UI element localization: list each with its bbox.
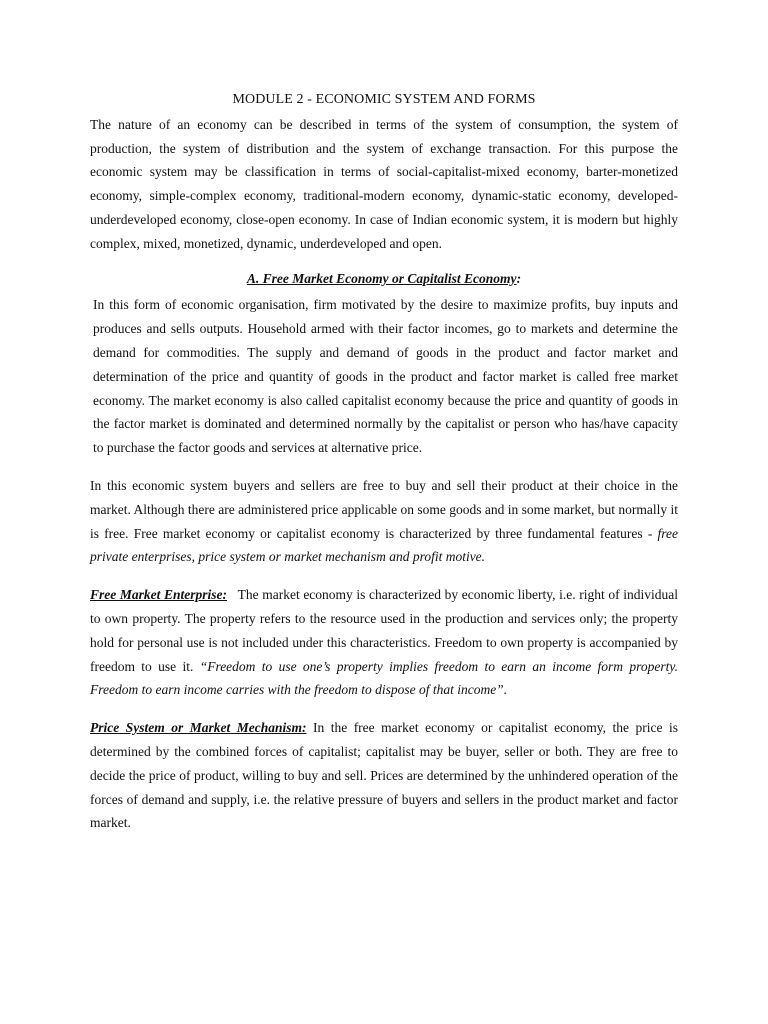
intro-paragraph: The nature of an economy can be described in terms of the system of consumption, the system of production, the system of distribution and the system of exchange transaction. For this purpose the economic system may be classification in terms of social-capitalist-mixed economy, barter-monetized economy, simple-complex economy, traditional-modern economy, dynamic-static economy, developed-underdeveloped economy, close-open economy. In case of Indian economic system, it is modern but highly complex, mixed, monetized, dynamic, underdeveloped and open. <box>90 116 678 251</box>
section-a-heading-colon: : <box>516 270 522 286</box>
free-market-enterprise-label: Free Market Enterprise: <box>90 587 227 603</box>
document-body <box>90 88 678 835</box>
section-a-paragraph-2-features: free private enterprises, price system or market mechanism and profit motive. <box>90 525 678 565</box>
page-title: MODULE 2 - ECONOMIC SYSTEM AND FORMS <box>232 92 536 107</box>
section-a-heading-text: A. Free Market Economy or Capitalist Economy <box>246 270 517 286</box>
price-system-label: Price System or Market Mechanism: <box>90 720 307 736</box>
section-a-paragraph-2-text: In this economic system buyers and sellers are free to buy and sell their product at their choice in the market. Although there are administered price applicable on some goods and in some market, but normally it is free. Free market economy or capitalist economy is characterized by three fundamental features - <box>90 477 678 541</box>
price-system-text: In the free market economy or capitalist economy, the price is determined by the combined forces of capitalist; capitalist may be buyer, seller or both. They are free to decide the price of product, willing to buy and sell. Prices are determined by the unhindered operation of the forces of demand and supply, i.e. the relative pressure of buyers and sellers in the product market and factor market. <box>90 720 679 831</box>
section-a-heading <box>90 267 678 291</box>
free-market-enterprise-quote: “Freedom to use one’s property implies freedom to earn an income form property. Freedom to earn income carries with the freedom to dispose of that income”. <box>90 658 678 698</box>
free-market-enterprise-text: The market economy is characterized by economic liberty, i.e. right of individual to own property. The property refers to the resource used in the production and services only; the property hold for personal use is not included under this characteristics. Freedom to own property is accompanied by freedom to use it. <box>90 587 678 674</box>
section-a-paragraph-2 <box>90 474 678 569</box>
free-market-enterprise-paragraph <box>90 583 678 702</box>
section-a-paragraph-1: In this form of economic organisation, firm motivated by the desire to maximize profits, buy inputs and produces and sells outputs. Household armed with their factor incomes, go to markets and determine the demand for commodities. The supply and demand of goods in the product and factor market and determination of the price and quantity of goods in the product and factor market is called free market economy. The market economy is also called capitalist economy because the price and quantity of goods in the factor market is dominated and determined normally by the capitalist or person who has/have capacity to purchase the factor goods and services at alternative price. <box>93 297 678 456</box>
price-system-paragraph <box>90 716 678 835</box>
